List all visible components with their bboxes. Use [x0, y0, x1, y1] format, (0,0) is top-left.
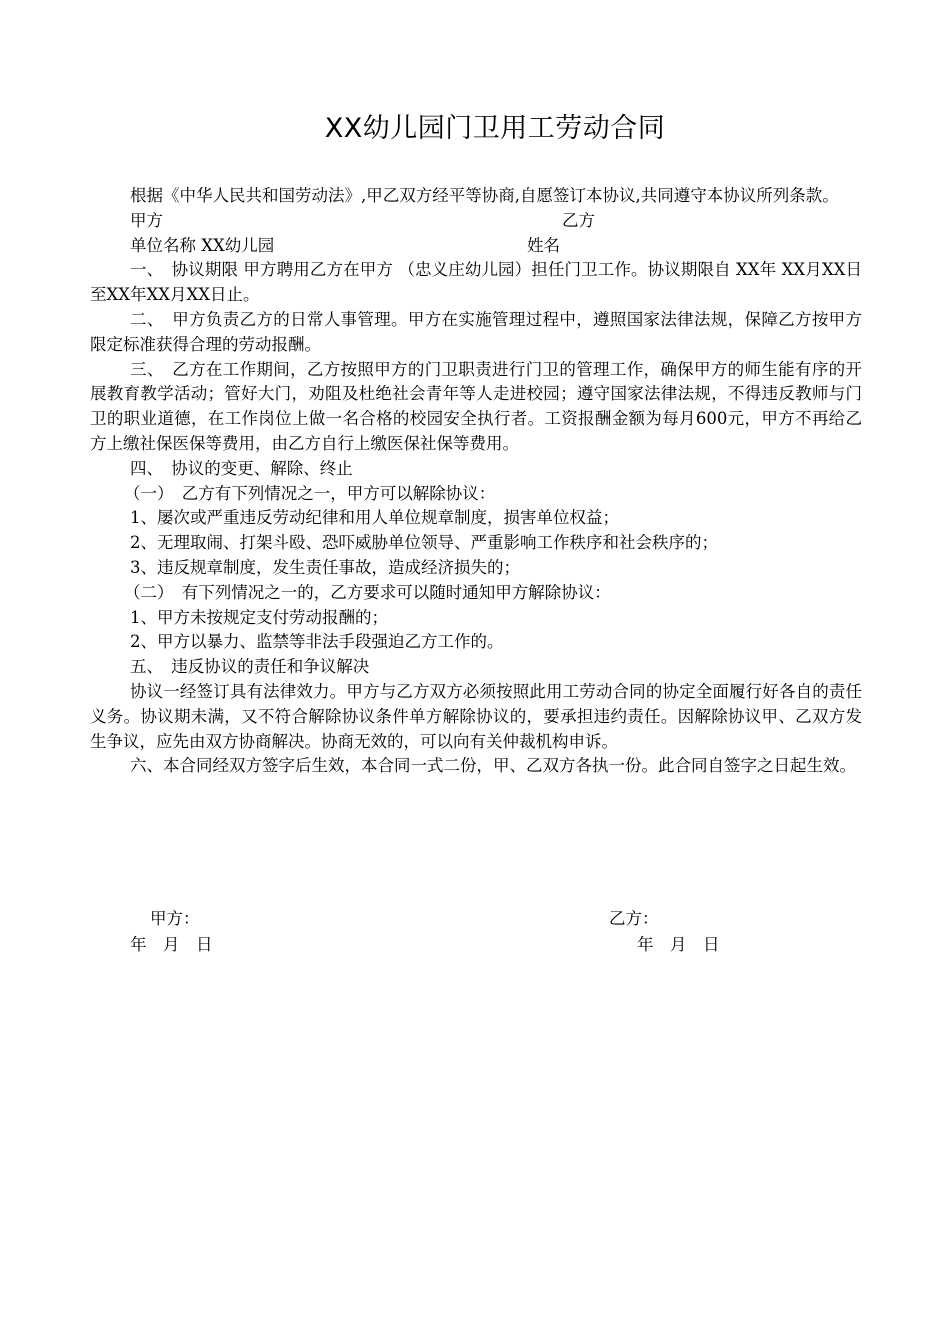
party-info-row: [90, 234, 862, 259]
clause-5-heading: 五、 违反协议的责任和争议解决: [130, 657, 370, 677]
list-item: 1、屡次或严重违反劳动纪律和用人单位规章制度，损害单位权益；: [130, 508, 619, 528]
list-item: 3、违反规章制度，发生责任事故，造成经济损失的；: [130, 557, 520, 577]
clause-6: 六、本合同经双方签字后生效，本合同一式二份，甲、乙双方各执一份。此合同自签字之日起生效。: [130, 756, 856, 776]
unit-name: 单位名称 XX幼儿园: [130, 235, 275, 255]
clause-4-heading: 四、 协议的变更、解除、终止: [130, 458, 353, 478]
intro-paragraph: 根据《中华人民共和国劳动法》,甲乙双方经平等协商,自愿签订本协议,共同遵守本协议所列条款。: [130, 186, 839, 205]
party-heading-row: [90, 209, 862, 234]
list-item: 1、甲方未按规定支付劳动报酬的；: [130, 607, 388, 627]
clause-3: 三、 乙方在工作期间，乙方按照甲方的门卫职责进行门卫的管理工作，确保甲方的师生能有序的开展教育教学活动；管好大门，劝阻及杜绝社会青年等人走进校园；遵守国家法律法规，不得违反教师与门卫的职业道德，在工作岗位上做一名合格的校园安全执行者。工资报酬金额为每月600元，甲方不再给乙方上缴社保医保等费用，由乙方自行上缴医保社保等费用。: [90, 359, 862, 453]
contract-body: [90, 184, 862, 779]
party-a-signature-label: 甲方：: [150, 909, 200, 928]
name-label: 姓名: [527, 235, 560, 255]
clause-1: 一、 协议期限 甲方聘用乙方在甲方 （忠义庄幼儿园）担任门卫工作。协议期限自 XX年 XX月XX日至XX年XX月XX日止。: [90, 260, 862, 305]
clause-4-sub1: （一） 乙方有下列情况之一，甲方可以解除协议：: [124, 483, 496, 503]
signature-label-row: [0, 906, 950, 932]
clause-5-text: 协议一经签订具有法律效力。甲方与乙方双方必须按照此用工劳动合同的协定全面履行好各自的责任义务。协议期未满，又不符合解除协议条件单方解除协议的，要承担违约责任。因解除协议甲、乙双方发生争议，应先由双方协商解决。协商无效的，可以向有关仲裁机构申诉。: [90, 681, 862, 751]
party-b-heading: 乙方: [562, 210, 595, 230]
clause-2: 二、 甲方负责乙方的日常人事管理。甲方在实施管理过程中，遵照国家法律法规，保障乙方按甲方限定标准获得合理的劳动报酬。: [90, 309, 862, 354]
signature-block: [0, 906, 950, 958]
party-b-date: 年 月 日: [637, 935, 720, 954]
list-item: 2、无理取闹、打架斗殴、恐吓威胁单位领导、严重影响工作秩序和社会秩序的；: [130, 533, 718, 553]
signature-date-row: [0, 932, 950, 958]
document-title: XX幼儿园门卫用工劳动合同: [324, 113, 666, 144]
party-a-heading: 甲方: [130, 210, 163, 230]
party-a-date: 年 月 日: [130, 935, 213, 954]
party-b-signature-label: 乙方：: [609, 909, 659, 928]
list-item: 2、甲方以暴力、监禁等非法手段强迫乙方工作的。: [130, 632, 504, 652]
clause-4-sub2: （二） 有下列情况之一的，乙方要求可以随时通知甲方解除协议：: [124, 582, 611, 602]
